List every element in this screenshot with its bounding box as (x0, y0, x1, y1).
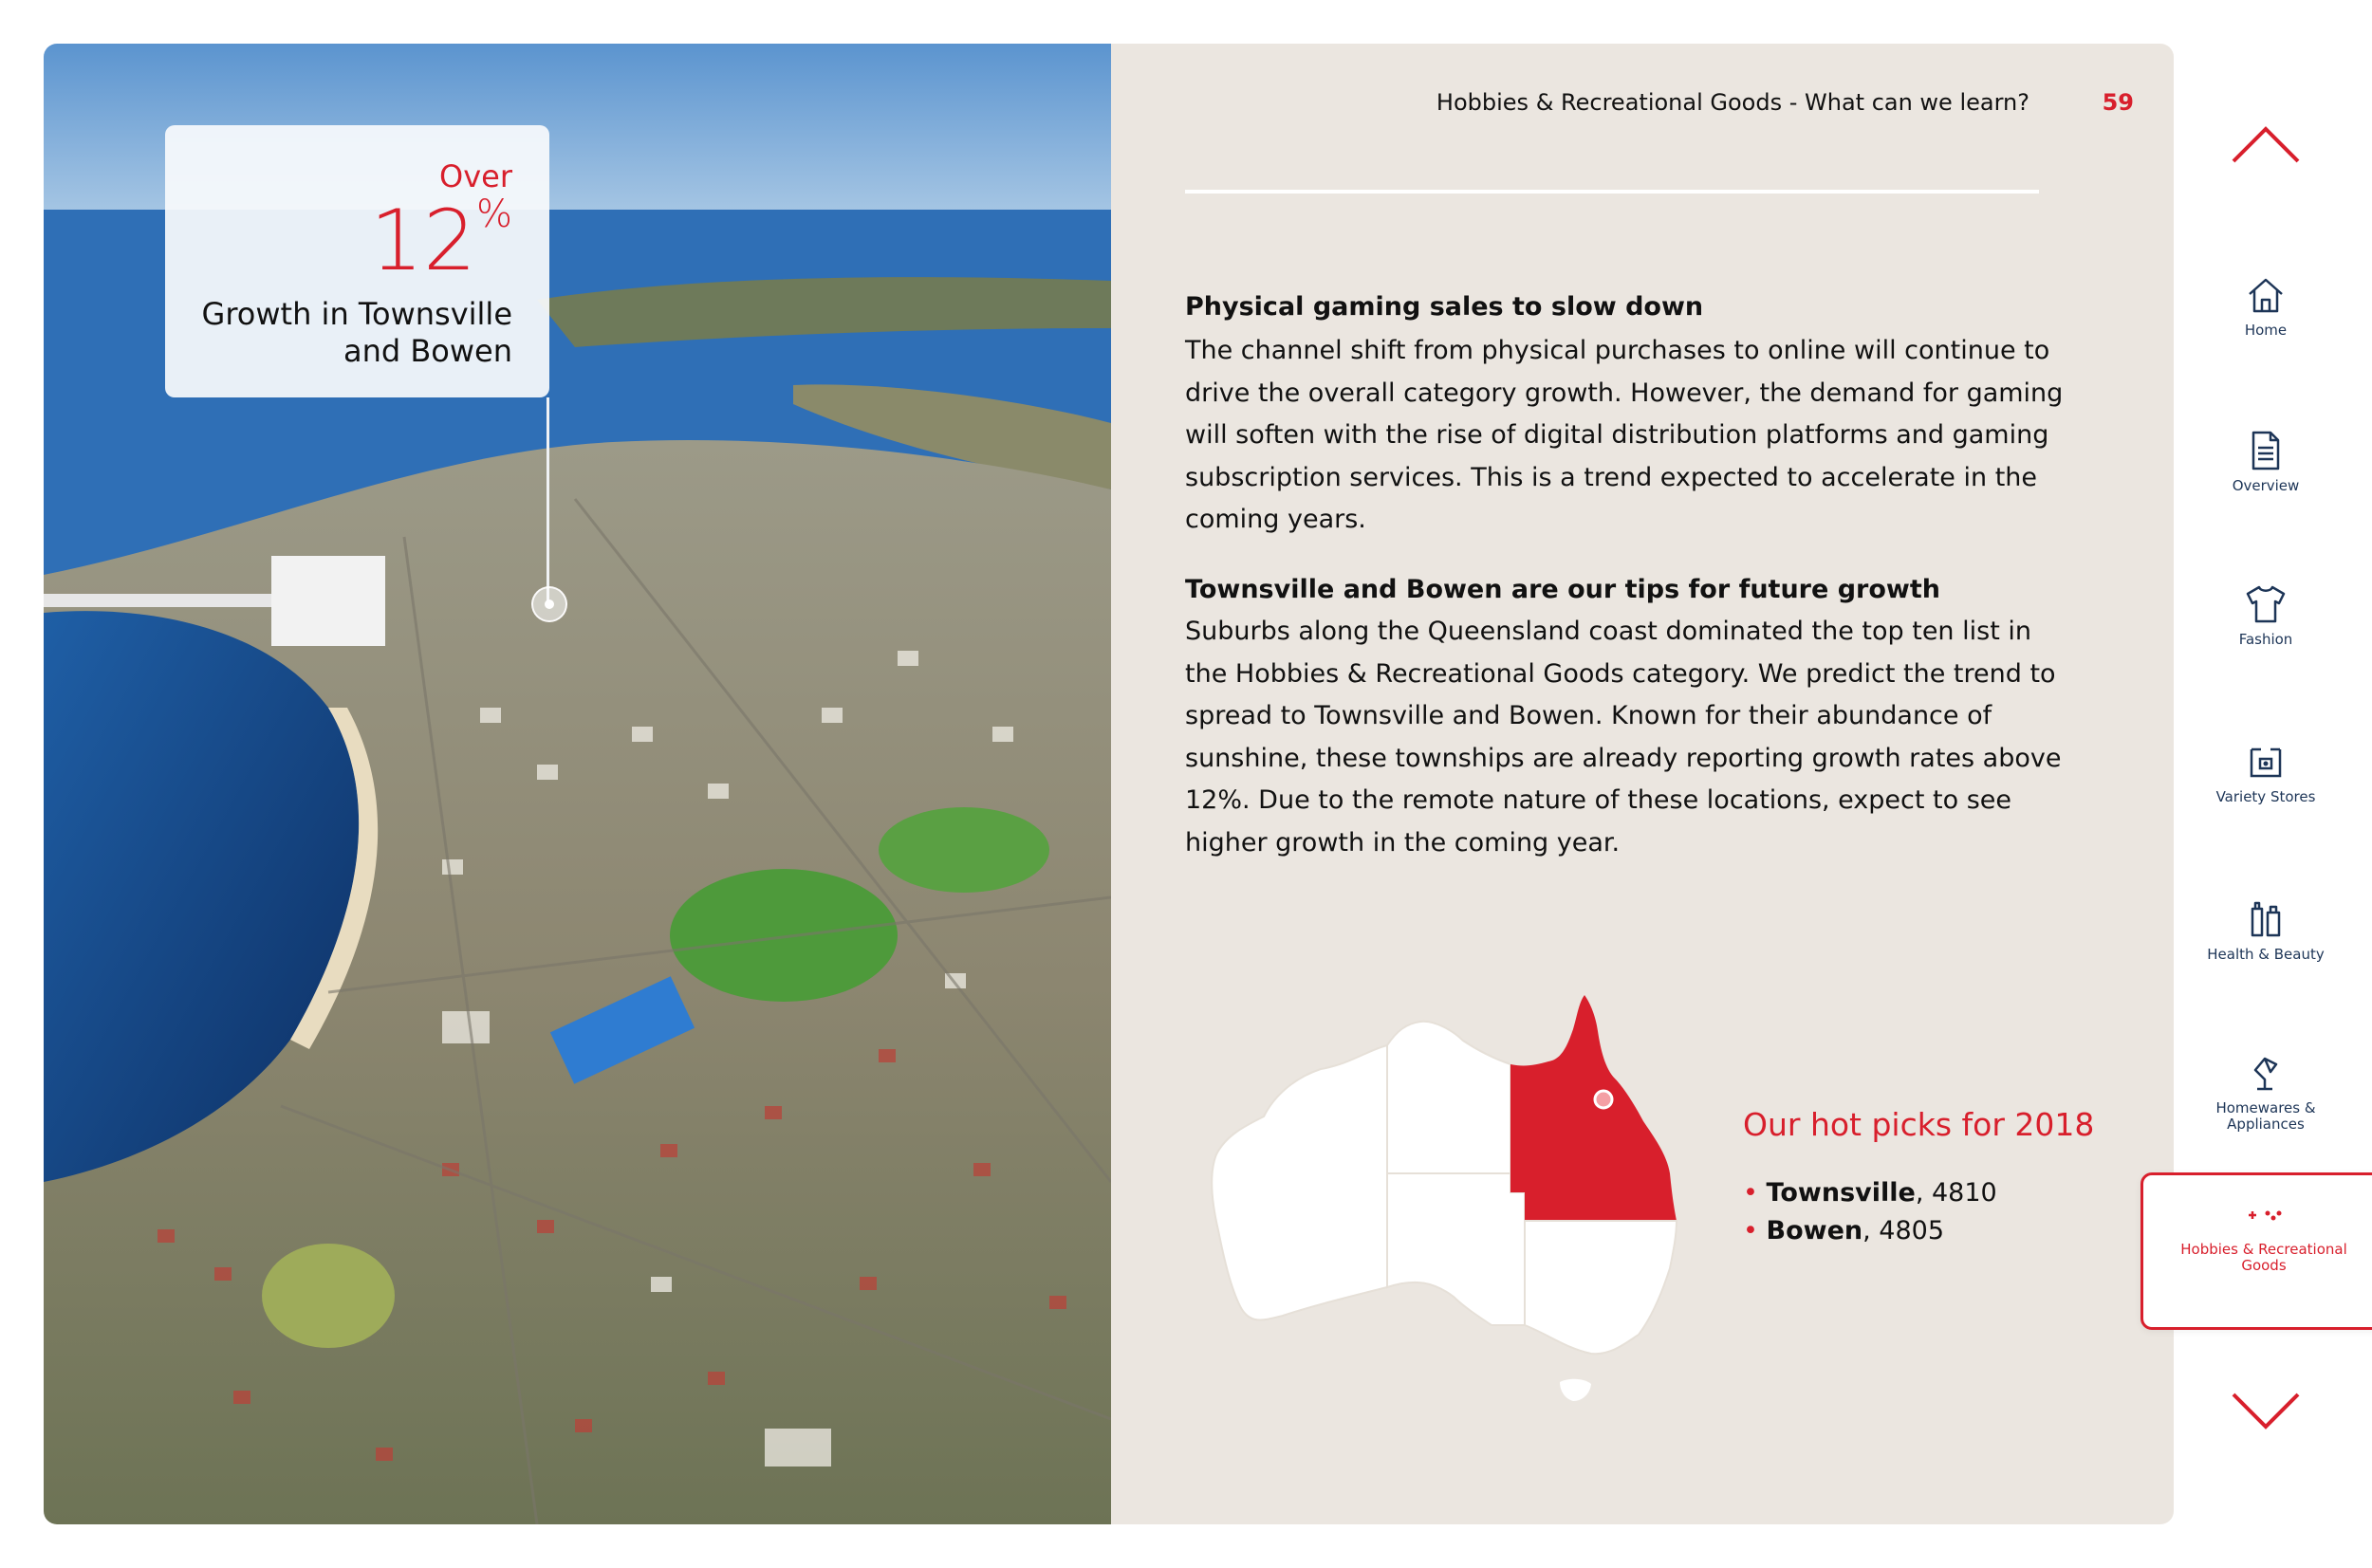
section-title-growth: Townsville and Bowen are our tips for future growth (1185, 575, 1940, 604)
map-region-nsw (1525, 1221, 1677, 1354)
nav-label-homewares-appliances: Homewares & Appliances (2215, 1099, 2316, 1133)
stat-caption-line1: Growth in Townsville (201, 296, 512, 332)
bullet: • (1743, 1178, 1758, 1208)
nav-item-fashion[interactable] (2182, 582, 2349, 648)
callout-pointer-line (547, 397, 549, 604)
nav-label-fashion: Fashion (2238, 631, 2293, 648)
page-number: 59 (2102, 89, 2134, 116)
map-region-wa (1212, 1045, 1387, 1319)
hot-pick-item (1743, 1216, 1944, 1245)
hot-pick-item (1743, 1178, 1997, 1208)
document-icon (2244, 429, 2288, 472)
nav-item-hobbies-recreational-goods[interactable] (2140, 1172, 2372, 1330)
lamp-icon (2244, 1051, 2288, 1095)
cosmetics-icon (2244, 897, 2288, 941)
tshirt-icon (2244, 582, 2288, 626)
hot-pick-town: Bowen (1766, 1216, 1863, 1245)
hot-pick-postcode: , 4810 (1915, 1178, 1997, 1208)
growth-stat-card (165, 125, 549, 397)
nav-item-overview[interactable] (2182, 429, 2349, 494)
header-divider (1185, 190, 2039, 194)
map-region-sa (1387, 1173, 1525, 1325)
nav-item-variety-stores[interactable] (2182, 740, 2349, 805)
location-pin-marker (531, 586, 567, 622)
stat-over-label: Over (439, 158, 512, 194)
running-header: Hobbies & Recreational Goods - What can we learn? (1436, 89, 2029, 116)
hot-pick-postcode: , 4805 (1862, 1216, 1945, 1245)
section-body-gaming: The channel shift from physical purchases to online will continue to drive the overall category growth. However, the demand for gaming will soften with the rise of digital distribution platforms and gaming subscription services. This is a trend expected to accelerate in the coming years. (1185, 336, 2064, 534)
stat-number: 12 (370, 192, 476, 289)
stat-unit: % (475, 193, 512, 236)
content-panel (1111, 44, 2174, 1524)
nav-label-home: Home (2244, 322, 2288, 339)
nav-item-health-beauty[interactable] (2182, 897, 2349, 963)
nav-item-homewares-appliances[interactable] (2182, 1051, 2349, 1133)
map-region-tas (1560, 1379, 1591, 1401)
bullet: • (1743, 1216, 1758, 1245)
stat-caption-line2: and Bowen (343, 333, 512, 369)
nav-label-health-beauty: Health & Beauty (2207, 946, 2325, 963)
section-body-growth: Suburbs along the Queensland coast dominated the top ten list in the Hobbies & Recreational Goods category. We predict the trend to spread to Townsville and Bowen. Known for their abundance of sunshine, these townships are already reporting growth rates above 12%. Due to the remote nature of these locations, expect to see higher growth in the coming year. (1185, 617, 2062, 858)
hot-picks-title: Our hot picks for 2018 (1743, 1106, 2095, 1143)
section-title-gaming: Physical gaming sales to slow down (1185, 292, 1704, 322)
nav-label-hobbies-recreational-goods: Hobbies & Recreational Goods (2180, 1241, 2347, 1274)
map-pin-icon (1595, 1091, 1612, 1108)
chevron-up-icon[interactable] (2230, 123, 2302, 169)
nav-label-variety-stores: Variety Stores (2215, 788, 2316, 805)
nav-item-home[interactable] (2182, 273, 2349, 339)
gamepad-icon (2245, 1204, 2283, 1232)
map-region-qld (1510, 995, 1677, 1221)
home-icon (2244, 273, 2288, 317)
map-region-nt (1387, 1022, 1510, 1173)
hot-pick-town: Townsville (1766, 1178, 1916, 1208)
stat-value (165, 192, 512, 289)
australia-map (1207, 993, 1691, 1401)
chevron-down-icon[interactable] (2230, 1387, 2302, 1432)
store-icon (2244, 740, 2288, 784)
nav-label-overview: Overview (2232, 477, 2300, 494)
